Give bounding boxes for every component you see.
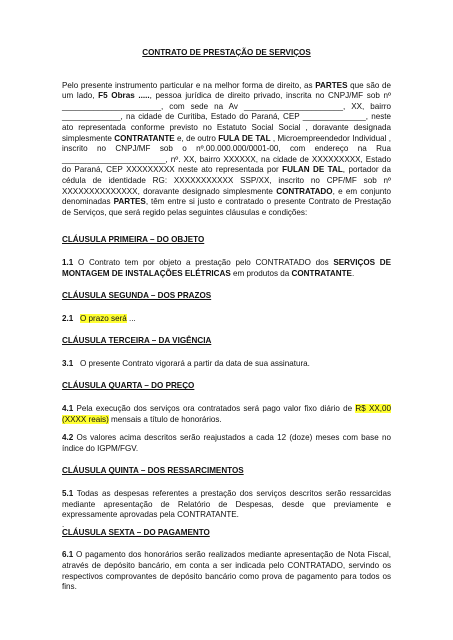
clause-1-1-number: 1.1 xyxy=(62,257,74,267)
clause-4-2-text: Os valores acima descritos serão reajustados a cada 12 (doze) meses com base no índice do IGPM/FGV. xyxy=(62,433,391,453)
intro-bold-7: PARTES xyxy=(113,197,146,207)
clause-1-1-paragraph xyxy=(62,258,391,279)
clause-5-1-number: 5.1 xyxy=(62,489,74,499)
clause-2-heading: CLÁUSULA SEGUNDA – DOS PRAZOS xyxy=(62,291,212,301)
clause-3-heading: CLÁUSULA TERCEIRA – DA VIGÊNCIA xyxy=(62,336,212,346)
clause-4-2-number: 4.2 xyxy=(62,433,74,443)
clause-1-1-text-3: . xyxy=(351,268,355,278)
stray-period: . xyxy=(62,519,65,529)
clause-1-1-text-1: O Contrato tem por objeto a prestação pelo CONTRATADO dos xyxy=(73,257,334,267)
clause-1-1-text-2: em produtos da xyxy=(230,268,292,278)
clause-4-2-paragraph xyxy=(62,433,391,454)
clause-4-1-text-1: Pela execução dos serviços ora contratados será pago valor fixo diário de xyxy=(73,404,356,414)
intro-text-5: , Microempreendedor Individual , inscrito no CNPJ/MF sob o nº.00.000.000/0001-00, com endereço na Rua _______________________, nº. XX, bairro XXXXXX, na cidade de XXXXXXXXX, Estado do Paraná, CEP XXXXXXXXX neste ato representada por xyxy=(62,133,391,175)
clause-4-1-paragraph xyxy=(62,404,391,425)
clause-3-1-text: O presente Contrato vigorará a partir da data de sua assinatura. xyxy=(77,358,310,368)
intro-bold-1: PARTES xyxy=(315,80,348,90)
clause-3-1-number: 3.1 xyxy=(62,358,74,368)
intro-bold-5: FULAN DE TAL xyxy=(282,165,343,175)
intro-text-7: , e em conjunto denominadas xyxy=(62,186,391,207)
intro-text-8: , têm entre si justo e contratado o presente Contrato de Prestação de Serviços, que será regido pelas seguintes cláusulas e condições: xyxy=(62,197,391,217)
intro-bold-6: CONTRATADO xyxy=(276,186,333,196)
clause-2-1-text: ... xyxy=(126,313,136,323)
clause-4-heading: CLÁUSULA QUARTA – DO PREÇO xyxy=(62,381,195,391)
clause-6-heading: CLÁUSULA SEXTA – DO PAGAMENTO xyxy=(62,527,210,537)
intro-text-3: , pessoa jurídica de direito privado, inscrita no CNPJ/MF sob nº ______________________, com sede na Av ______________________, XX, bairro _____________, na cidade de Curitiba, Estado do Paraná, CEP ______________, neste ato representada conforme previsto no Estatuto Social Social , doravante designada simplesmente xyxy=(62,91,391,143)
clause-4-1-highlight: R$ XX,00 (XXXX reais) xyxy=(62,404,391,424)
clause-4-1-text-2: mensais a título de honorários. xyxy=(108,414,222,424)
intro-text-1: Pelo presente instrumento particular e na melhor forma de direito, as xyxy=(62,80,316,90)
intro-text-6: , portador da cédula de identidade RG: XXXXXXXXXXX SSP/XX, inscrito no CPF/MF sob nº XXXXXXXXXXXXXX, doravante designado simplesmente xyxy=(62,165,391,196)
clause-6-1-number: 6.1 xyxy=(62,550,74,560)
intro-paragraph xyxy=(62,81,391,219)
clause-6-1-paragraph xyxy=(62,550,391,592)
clause-4-1-number: 4.1 xyxy=(62,404,74,414)
clause-3-1-paragraph xyxy=(62,359,391,370)
clause-2-1-paragraph xyxy=(62,314,391,325)
clause-2-1-highlight: O prazo será xyxy=(80,313,127,323)
clause-1-1-bold-1: SERVIÇOS DE MONTAGEM DE INSTALAÇÕES ELÉTRICAS xyxy=(62,257,391,278)
document-title: CONTRATO DE PRESTAÇÃO DE SERVIÇOS xyxy=(142,48,311,57)
clause-2-1-number: 2.1 xyxy=(62,313,74,323)
clause-5-heading: CLÁUSULA QUINTA – DOS RESSARCIMENTOS xyxy=(62,466,244,476)
intro-text-2: que são de um lado, xyxy=(62,80,391,101)
clause-1-1-bold-2: CONTRATANTE xyxy=(291,268,352,278)
intro-bold-2: F5 Obras ..... xyxy=(98,91,150,101)
clause-5-1-text: Todas as despesas referentes a prestação dos serviços descritos serão ressarcidas mediante apresentação de Relatório de Despesas, desde que previamente e expressamente aprovadas pela CONTRATANTE. xyxy=(62,489,391,520)
intro-bold-3: CONTRATANTE xyxy=(114,133,175,143)
intro-bold-4: FULA DE TAL xyxy=(218,133,271,143)
clause-5-1-paragraph xyxy=(62,489,391,521)
clause-1-heading: CLÁUSULA PRIMEIRA – DO OBJETO xyxy=(62,235,205,245)
intro-text-4: e, de outro xyxy=(174,133,219,143)
clause-6-1-text: O pagamento dos honorários serão realizados mediante apresentação de Nota Fiscal, através de depósito bancário, em conta a ser indicada pelo CONTRATADO, servindo os respectivos comprovantes de depósito bancário como prova de pagamento para todos os fins. xyxy=(62,550,391,592)
